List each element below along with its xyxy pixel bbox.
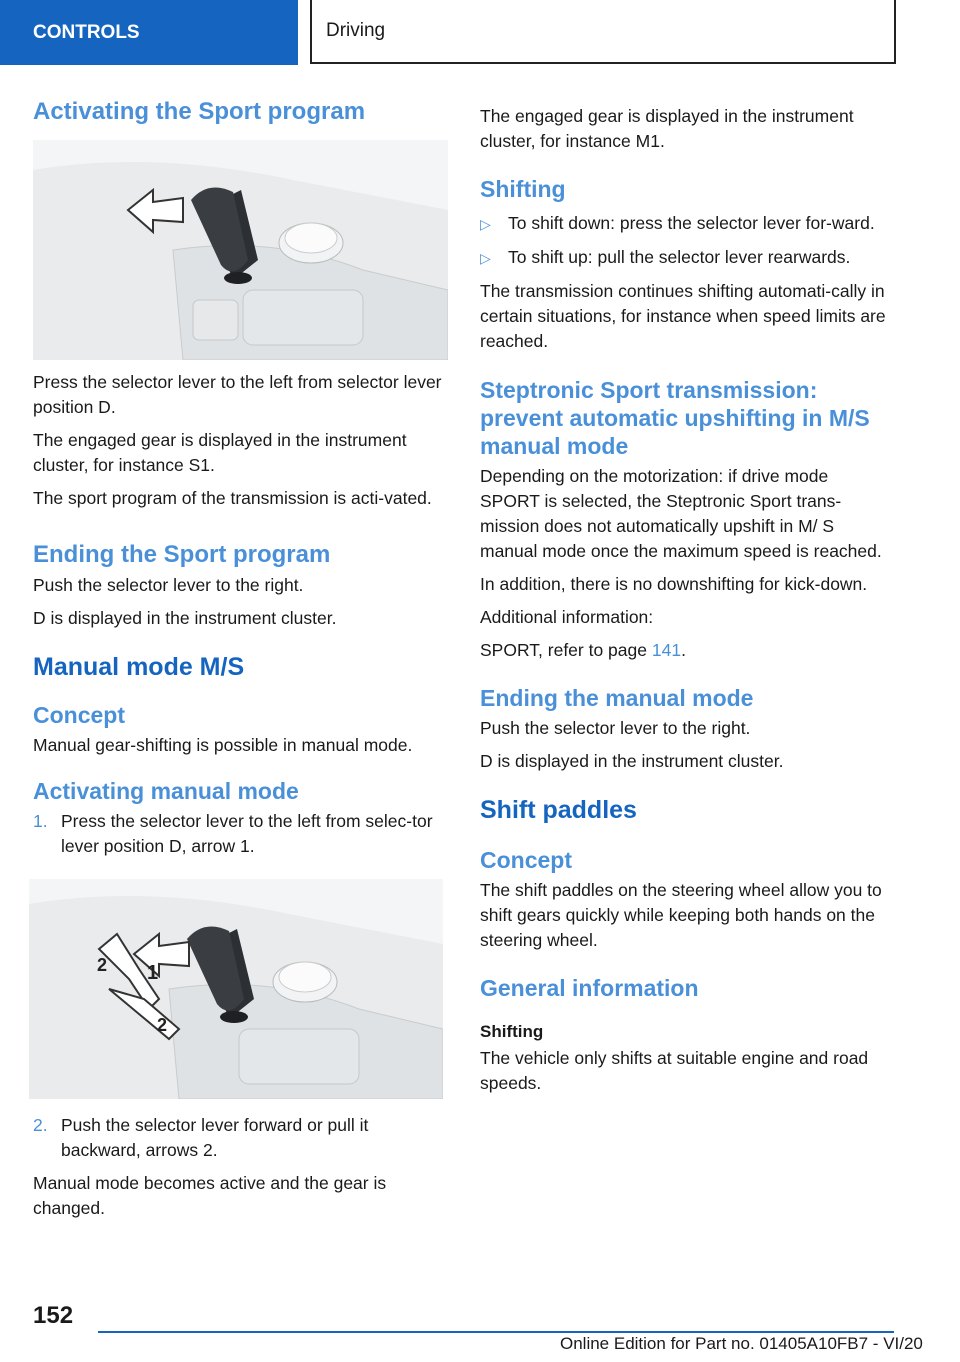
text: SPORT, refer to page xyxy=(480,640,652,660)
selector-lever-manual-figure xyxy=(29,879,443,1099)
paragraph: Push the selector lever to the right. xyxy=(480,718,751,738)
heading-shift-paddles: Shift paddles xyxy=(480,796,637,824)
heading-manual-mode: Manual mode M/S xyxy=(33,653,245,681)
bullet-icon: ▷ xyxy=(480,250,491,266)
bullet-text: To shift down: press the selector lever for‐ward. xyxy=(508,213,875,233)
page-number: 152 xyxy=(33,1302,74,1329)
list-item xyxy=(33,809,448,859)
paragraph: D is displayed in the instrument cluster. xyxy=(480,751,784,771)
paragraph: The engaged gear is displayed in the instrument cluster, for instance M1. xyxy=(480,106,854,151)
chapter-tab xyxy=(310,0,896,64)
selector-lever-sport-figure xyxy=(33,140,448,360)
paragraph: Manual mode becomes active and the gear is changed. xyxy=(33,1173,387,1218)
paragraph: Push the selector lever to the right. xyxy=(33,575,304,595)
paragraph: Additional information: xyxy=(480,607,654,627)
list-item xyxy=(480,245,890,271)
arrow-label-2: 2 xyxy=(157,1015,168,1035)
paragraph: Depending on the motorization: if drive mode SPORT is selected, the Steptronic Sport trans‐mission does not automatically upshift in M/ S manual mode once the maximum speed is reached. xyxy=(480,466,882,561)
section-title: CONTROLS xyxy=(33,21,140,43)
chapter-title: Driving xyxy=(326,20,386,41)
heading-ending-sport: Ending the Sport program xyxy=(33,541,331,568)
heading-concept: Concept xyxy=(33,702,125,728)
left-column xyxy=(33,98,448,1221)
paragraph: The shift paddles on the steering wheel allow you to shift gears quickly while keeping both hands on the steering wheel. xyxy=(480,880,882,950)
arrow-label-1: 1 xyxy=(147,962,159,984)
paragraph xyxy=(480,638,890,663)
paragraph: The transmission continues shifting automati‐cally in certain situations, for instance when speed limits are reached. xyxy=(480,281,886,351)
step-text: Push the selector lever forward or pull it backward, arrows 2. xyxy=(61,1115,369,1160)
selector-lever-illustration xyxy=(33,140,448,360)
heading-steptronic: Steptronic Sport transmission: prevent automatic upshifting in M/S manual mode xyxy=(480,377,870,459)
right-column xyxy=(480,104,890,1096)
paragraph: Manual gear-shifting is possible in manual mode. xyxy=(33,735,413,755)
paragraph: Press the selector lever to the left from selector lever position D. xyxy=(33,372,442,417)
paragraph: The sport program of the transmission is acti‐vated. xyxy=(33,488,432,508)
selector-lever-arrows-illustration xyxy=(29,879,443,1099)
heading-activating-sport: Activating the Sport program xyxy=(33,98,366,125)
footer-divider xyxy=(98,1331,894,1333)
step-text: Press the selector lever to the left from selec‐tor lever position D, arrow 1. xyxy=(61,811,433,856)
paragraph: The vehicle only shifts at suitable engine and road speeds. xyxy=(480,1048,869,1093)
edition-note: Online Edition for Part no. 01405A10FB7 - VI/20 xyxy=(560,1334,923,1353)
list-item xyxy=(480,211,890,237)
heading-ending-manual: Ending the manual mode xyxy=(480,685,754,711)
bullet-icon: ▷ xyxy=(480,216,491,232)
paragraph: D is displayed in the instrument cluster. xyxy=(33,608,337,628)
text: . xyxy=(681,640,686,660)
heading-shifting: Shifting xyxy=(480,176,566,202)
subheading-shifting: Shifting xyxy=(480,1022,544,1041)
page-link[interactable]: 141 xyxy=(651,640,682,660)
arrow-label-2: 2 xyxy=(97,955,108,975)
heading-general-information: General information xyxy=(480,975,699,1001)
paragraph: The engaged gear is displayed in the instrument cluster, for instance S1. xyxy=(33,430,407,475)
step-number: 2. xyxy=(33,1115,48,1135)
paragraph: In addition, there is no downshifting for kick‐down. xyxy=(480,574,868,594)
heading-concept: Concept xyxy=(480,847,572,873)
bullet-text: To shift up: pull the selector lever rearwards. xyxy=(508,247,851,267)
step-number: 1. xyxy=(33,811,48,831)
heading-activating-manual: Activating manual mode xyxy=(33,778,299,804)
list-item xyxy=(33,1113,448,1163)
section-tab xyxy=(0,0,298,65)
